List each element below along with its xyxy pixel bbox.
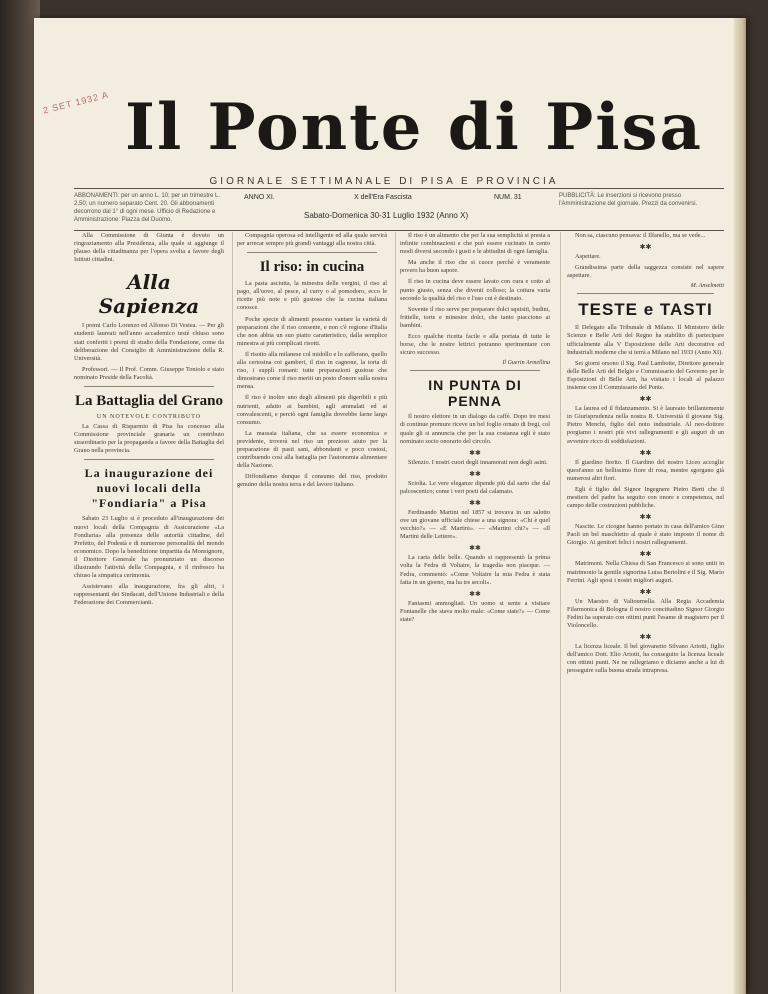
separator-stars: ✱✱ [639, 513, 652, 522]
separator-stars: ✱✱ [639, 395, 652, 404]
article-text: Ecco qualche ricetta facile e alla portata di tutte le borse, che le nostre lettrici potranno sperimentare con sicuro successo. [400, 333, 550, 357]
separator-stars: ✱✱ [469, 498, 481, 507]
article-text: Il risotto alla milanese col midollo e lo zafferano, quello alla certosina coi gamberi, il riso in cagnone, la torta di riso, i supplì romani: tutte preparazioni gustose che dimostrano come il riso meriti un posto d'onore sulla nostra mensa. [237, 350, 387, 391]
divider [84, 459, 214, 460]
article-text: Aspettare. [575, 253, 601, 261]
separator-stars: ✱✱ [639, 587, 652, 596]
article-text: Un Maestro di Valtournella. Alla Regia Accademia Filarmonica di Bologna il nostro concittadino Signor Giorgio Fedini ha superato con ottimi punti l'esame di magistero per il Violoncello. [567, 597, 724, 629]
page-edge [734, 18, 746, 994]
divider [74, 230, 724, 231]
column-divider [232, 232, 233, 992]
separator-stars: ✱✱ [469, 469, 481, 478]
article-text: Compagnia operosa ed intelligente ed alla quale servirà per arrecar sempre più grandi vantaggi alla nostra città. [237, 232, 387, 248]
article-signature: Il Guerin Armellina [502, 360, 550, 367]
article-text: Il giardino fiorito. Il Giardino del nostro Liceo accoglie quest'anno un bellissimo fiore di rosa, mentre sgorgano già numerosi altri fiori. [567, 458, 724, 482]
issue-date: Sabato-Domenica 30-31 Luglio 1932 (Anno X) [304, 211, 469, 220]
article-text: La Cassa di Risparmio di Pisa ha concesso alla Commissione provinciale granaria un contributo straordinario per la propaganda a favore della Battaglia del Grano nella provincia. [74, 423, 224, 455]
separator-stars: ✱✱ [639, 633, 652, 642]
article-text: La carta delle belle. Quando si rappresentò la prima volta la Fedra di Voltaire, la tragedia non piacque. — Fedra, commentò: «Come Voltaire la mia Fedra è stata fatta in un giorno, ma ha tre secoli». [400, 554, 550, 586]
article-text: I premi Carlo Lorenzo ed Alfonso Di Vestea. — Per gli studenti laureati nell'anno accademico testè chiuso sono stati conferiti i premi di studio della Fondazione, come da deliberazione del Consiglio di Amministrazione della R. Università. [74, 322, 224, 362]
separator-stars: ✱✱ [469, 589, 481, 598]
article-signature: M. Anselmetti [690, 283, 724, 290]
subscription-info: ABBONAMENTI: per un anno L. 10; per un trimestre L. 2,50; un numero separato Cent. 20. Gli abbonamenti decorrono dal 1° di ogni mese. Ufficio di Redazione e Amministrazione: Piazza del Duomo. [74, 193, 221, 223]
separator-stars: ✱✱ [639, 243, 652, 252]
article-text: Sovente il riso serve per preparare dolci squisiti, budini, frittelle, torte e minestre dolci, che tanto piacciono ai bambini. [400, 305, 550, 329]
masthead-subtitle: GIORNALE SETTIMANALE DI PISA E PROVINCIA [209, 176, 559, 187]
column-4 [567, 232, 724, 992]
column-divider [560, 232, 561, 992]
issue-year: ANNO XI. [244, 194, 275, 201]
divider [247, 252, 377, 253]
separator-stars: ✱✱ [469, 544, 481, 553]
column-3 [400, 232, 550, 992]
article-text: Matrimoni. Nella Chiesa di San Francesco si sono uniti in matrimonio la gentile signorina Luisa Bertolini e il Sig. Mario Ferrini. Agli sposi i nostri migliori auguri. [567, 560, 724, 584]
divider [410, 370, 540, 371]
divider [577, 293, 714, 294]
article-text: Diffondiamo dunque il consumo del riso, prodotto genuino della nostra terra e del lavoro italiano. [237, 473, 387, 489]
article-text: Assistevano alla inaugurazione, fra gli altri, i rappresentanti dei Sindacati, dell'Unione Industriali e della Federazione dei Commercianti. [74, 583, 224, 607]
article-text: Ferdinando Martini nel 1857 si trovava in un salotto ove un giovane ufficiale chiese a una signora: «Chi è quel vecchio?» — «È Martini». — «Martini chi?» — «Il Martini delle Lettere». [400, 508, 550, 541]
article-text: Il riso è un alimento che per la sua semplicità si presta a infinite combinazioni e che può essere cucinato in cento modi diversi secondo i gusti e le abitudini di ogni famiglia. [400, 232, 550, 256]
heading-battaglia-grano: La Battaglia del Grano [75, 393, 223, 410]
article-text: Il riso in cucina deve essere lavato con cura e cotto al punto giusto, senza che diventi colloso; la cottura varia secondo la qualità del riso e l'uso cui è destinato. [400, 278, 550, 302]
separator-stars: ✱✱ [639, 448, 652, 457]
article-text: Sabato 23 Luglio si è proceduto all'inaugurazione dei nuovi locali della Compagnia di Assicurazione «La Fondiaria» alla presenza delle autorità cittadine, del Prefetto, del Podestà e di numerose personalità del mondo economico. Dopo la benedizione impartita da Monsignore, il Direttore Generale ha pronunziato un discorso illustrando l'attività della Compagnia, e il rinfresco ha chiuso la simpatica cerimonia. [74, 515, 224, 580]
article-text: La laurea ed il fidanzamento. Si è laureato brillantemente in Giurisprudenza nella nostra R. Università il giovane Sig. Pietro Menchi, figlio del noto industriale. Al neo-dottore porgiamo i nostri più vivi rallegramenti e gli auguri di un avvenire ricco di soddisfazioni. [567, 405, 724, 445]
masthead-title: Il Ponte di Pisa [125, 90, 703, 165]
separator-stars: ✱✱ [469, 448, 481, 457]
article-text: Il riso è inoltre uno degli alimenti più digeribili e più nutrienti, adatto ai bambini, agli ammalati ed ai convalescenti, e perciò ogni famiglia dovrebbe farne largo consumo. [237, 394, 387, 426]
article-text: Ma anche il riso che si cuoce perchè è veramente povero ha buon sapore. [400, 259, 550, 275]
article-text: Sciolta. Le vere eleganze dipende più dal sarto che dal palcoscenico; come i veri poeti dal calamaio. [400, 479, 550, 495]
article-text: La licenza liceale. Il bel giovanetto Silvano Ariotti, figlio dell'amico Dott. Elio Ariotti, ha conseguito la licenza liceale con ottimi punti. Ne ne rallegriamo e diciamo anche a lui di proseguire sulla buona strada intrapresa. [567, 643, 724, 675]
heading-fondiaria: La inaugurazione dei nuovi locali della "Fondiaria" a Pisa [84, 466, 214, 511]
article-text: Sei giorni orsono il Sig. Paul Lambotte, Direttore generale delle Belle Arti del Belgio e Commissario del Governo per le Esposizioni di Belle Arti, ha visitato i locali al palazzo insieme con il Commissario del Ponte. [567, 359, 724, 392]
article-text: Alla Commissione di Giunta è dovuto un ringraziamento alla Presidenza, alla quale si aggiunge il plauso della cittadinanza per l'opera svolta a favore degli Istituti cittadini. [74, 232, 224, 264]
divider [74, 188, 724, 189]
heading-teste-e-tasti: TESTE e TASTI [578, 300, 713, 320]
article-text: La massaia italiana, che sa essere economica e previdente, troverà nel riso un prezioso aiuto per la preparazione di pasti sani, abbondanti e poco costosi, contribuendo così alla battaglia per l'autonomia alimentare della Nazione. [237, 429, 387, 470]
archive-stamp: 2 SET 1932 A [41, 89, 110, 116]
issue-number: NUM. 31 [494, 194, 522, 201]
newspaper-page [34, 18, 746, 994]
column-divider [395, 232, 396, 992]
subheading: UN NOTEVOLE CONTRIBUTO [96, 414, 202, 421]
advertising-info: PUBBLICITÀ: Le inserzioni si ricevono presso l'Amministrazione del giornale. Prezzi da convenirsi. [559, 193, 698, 207]
article-text: Il Delegato alla Tribunale di Milano. Il Ministero delle Scienze e Belle Arti del Regno ha stabilito di partecipare ufficialmente alla V Esposizione delle Arti decorative ed Industriali moderne che si terrà a Milano nel 1933 (Anno XI). [567, 324, 724, 356]
article-text: Silenzio. I nostri cuori degli innamorati non degli asini. [408, 458, 548, 466]
heading-punta-di-penna: IN PUNTA DI PENNA [428, 377, 522, 410]
heading-riso-cucina: Il riso: in cucina [259, 259, 365, 276]
article-text: Il nostro elettore in un dialogo da caffè. Dopo tre mesi di continue premure riceve un bel foglio ornato di fregi, col quale gli si annuncia che per la sua costanza egli è stato nominato socio onorario del circolo. [400, 413, 550, 445]
divider [84, 386, 214, 387]
article-text: Nascite. Le cicogne hanno portato in casa dell'amico Gino Paoli un bel maschietto al quale è stato imposto il nome di Giorgio. Ai genitori felici i nostri rallegramenti. [567, 523, 724, 547]
article-text: La pasta asciutta, la minestra delle vergini, il riso al pago, all'uovo, al pesce, al curry o al pomodoro, ecco le ricette più note e più gustose che la cucina italiana conosce. [237, 280, 387, 312]
article-text: Non sa, ciascuno pensava: il Ilfanello, ma se vede... [575, 232, 706, 239]
column-2 [237, 232, 387, 992]
article-text: Fantasmi ammogliati. Un uomo si sente a visitare Fontanelle che stava molto male: «Come state?» — Come state? [400, 599, 550, 623]
article-text: Poche specie di alimenti possono vantare la varietà di preparazioni che il riso consente, e non c'è regione d'Italia che non abbia un suo piatto caratteristico, dalla semplice minestra ai più complicati risotti. [237, 315, 387, 347]
heading-alla-sapienza: Alla Sapienza [98, 270, 200, 319]
separator-stars: ✱✱ [639, 550, 652, 559]
fascist-era: X dell'Era Fascista [354, 194, 412, 201]
column-1 [74, 232, 224, 992]
info-bar [74, 190, 724, 230]
article-text: Professori. — Il Prof. Comm. Giuseppe Toniolo e stato nominato Preside della Facoltà. [74, 365, 224, 381]
article-text: Egli è figlio del Signor Ingegnere Pietro Berti che il mestiere del padre ha seguito con onore e competenza, nel campo delle costruzioni pubbliche. [567, 485, 724, 510]
article-text: Grandissima parte della saggezza consiste nel sapere aspettare. [567, 264, 724, 280]
